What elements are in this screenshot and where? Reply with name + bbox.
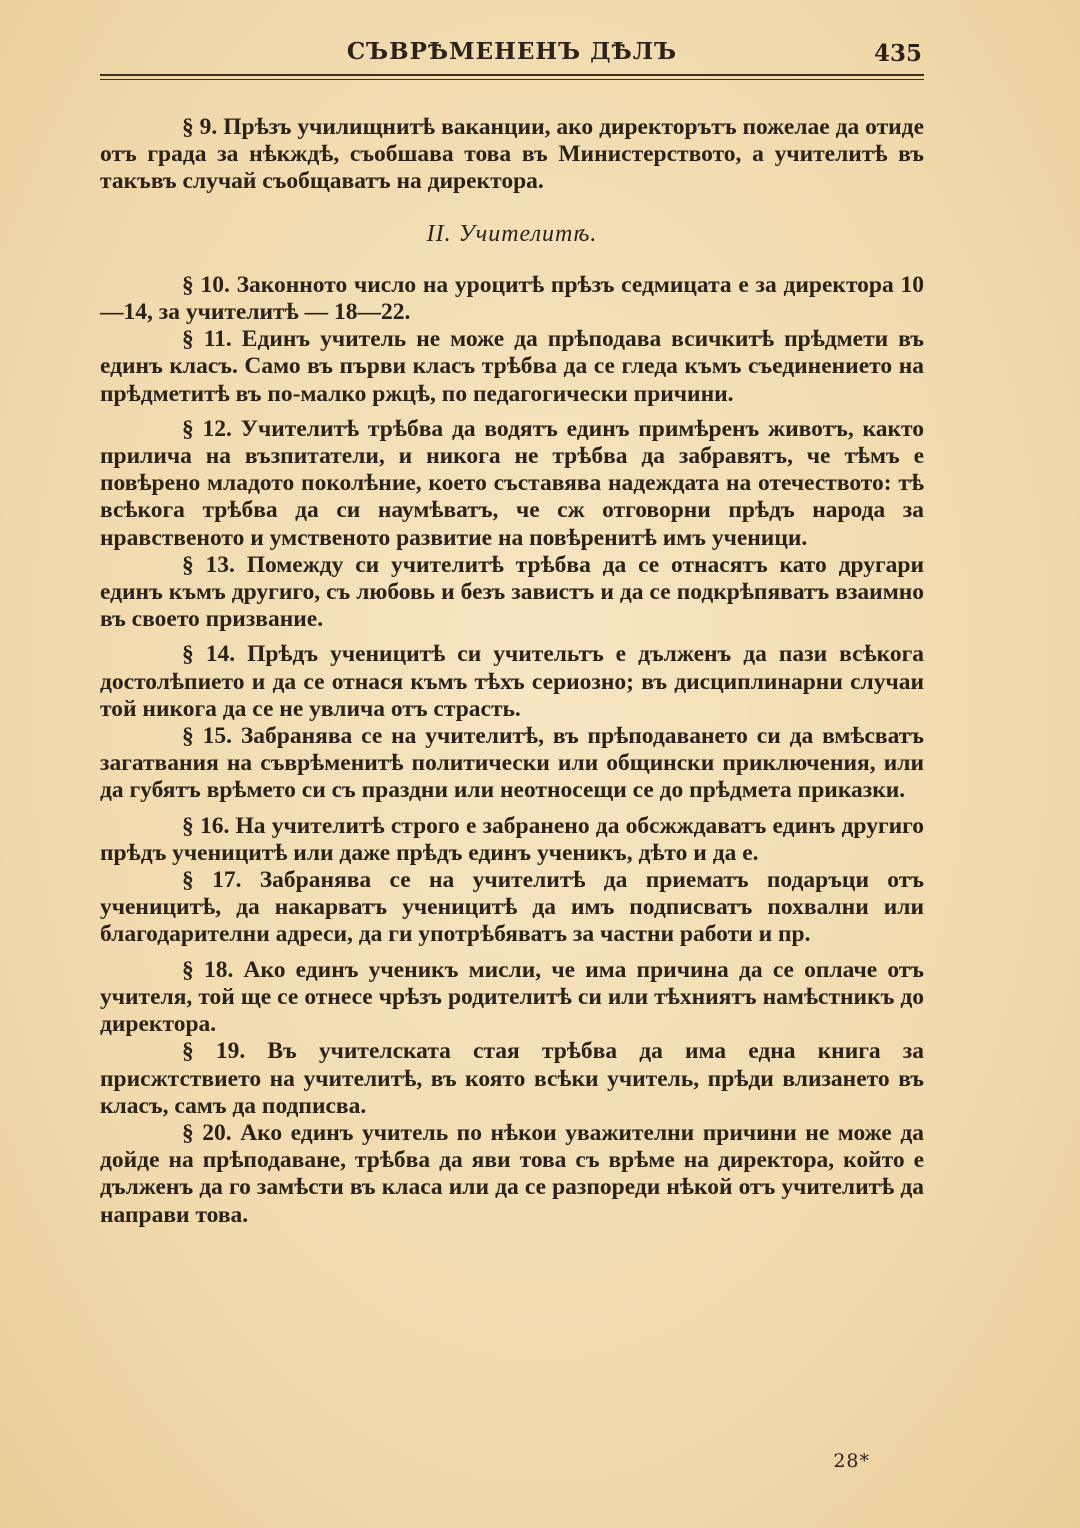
- paragraph-16: § 16. На учителитѣ строго е забранено да обсжждаватъ единъ другиго прѣдъ ученицитѣ или даже прѣдъ единъ ученикъ, дѣто и да е.: [100, 812, 924, 866]
- paragraph-19: § 19. Въ учителската стая трѣбва да има една книга за присжтствието на учителитѣ, въ която всѣки учитель, прѣди влизането въ класъ, самъ да подписва.: [100, 1038, 924, 1119]
- section-heading: II. Учителитѣ.: [426, 220, 598, 247]
- paragraph-10: § 10. Законното число на уроцитѣ прѣзъ седмицата е за директора 10—14, за учителитѣ — 18—22.: [100, 271, 924, 326]
- header-rule: [100, 74, 924, 80]
- page-number: 435: [873, 40, 922, 67]
- paragraph-17: § 17. Забранява се на учителитѣ да приематъ подаръци отъ ученицитѣ, да накарватъ ученицитѣ да имъ подписватъ похвални или благодарителни адреси, да ги употрѣбяватъ за частни работи и пр.: [100, 867, 924, 948]
- paragraph-11: § 11. Единъ учитель не може да прѣподава всичкитѣ прѣдмети въ единъ класъ. Само въ първи класъ трѣбва да се гледа къмъ съединението на прѣдметитѣ въ по-малко ржцѣ, по педагогически причини.: [100, 326, 924, 407]
- body-text: [100, 114, 924, 1229]
- paragraph-12: § 12. Учителитѣ трѣбва да водятъ единъ примѣренъ животъ, както прилича на възпитатели, и никога не трѣбва да забравятъ, че тѣмъ е повѣрено младото поколѣние, което съставява надеждата на отечеството: тѣ всѣкога трѣбва да си наумѣватъ, че сж отговорни прѣдъ народа за нравственото и умственото развитие на повѣренитѣ имъ ученици.: [100, 415, 924, 551]
- running-title: СЪВРѢМЕНЕНЪ ДѢЛЪ: [346, 38, 678, 65]
- paragraph-14: § 14. Прѣдъ ученицитѣ си учительтъ е дълженъ да пази всѣкога достолѣпието и да се отнася къмъ тѣхъ сериозно; въ дисциплинарни случаи той никога да се не увлича отъ страсть.: [100, 641, 924, 722]
- paragraph-13: § 13. Помежду си учителитѣ трѣбва да се отнасятъ като другари единъ къмъ другиго, съ любовь и безъ завистъ и да се подкрѣпяватъ взаимно въ своето призвание.: [100, 551, 924, 633]
- running-head: [100, 30, 924, 74]
- paragraph-15: § 15. Забранява се на учителитѣ, въ прѣподаването си да вмѣсватъ загатвания на съврѣменитѣ политически или общински приключения, или да губятъ врѣмето си съ праздни или неотносещи се до прѣдмета приказки.: [100, 723, 924, 804]
- paragraph-18: § 18. Ако единъ ученикъ мисли, че има причина да се оплаче отъ учителя, той ще се отнесе чрѣзъ родителитѣ си или тѣхниятъ намѣстникъ до директора.: [100, 956, 924, 1038]
- signature-mark: 28*: [833, 1450, 870, 1472]
- paragraph-20: § 20. Ако единъ учитель по нѣкои уважителни причини не може да дойде на прѣподаване, трѣбва да яви това съ врѣме на директора, който е дълженъ да го замѣсти въ класа или да се разпореди нѣкой отъ учителитѣ да направи това.: [100, 1119, 924, 1228]
- page: [100, 30, 924, 1500]
- paragraph-9: § 9. Прѣзъ училищнитѣ ваканции, ако директорътъ пожелае да отиде отъ града за нѣкждѣ, съобшава това въ Министерството, а учителитѣ въ такъвъ случай съобщаватъ на директора.: [100, 114, 924, 195]
